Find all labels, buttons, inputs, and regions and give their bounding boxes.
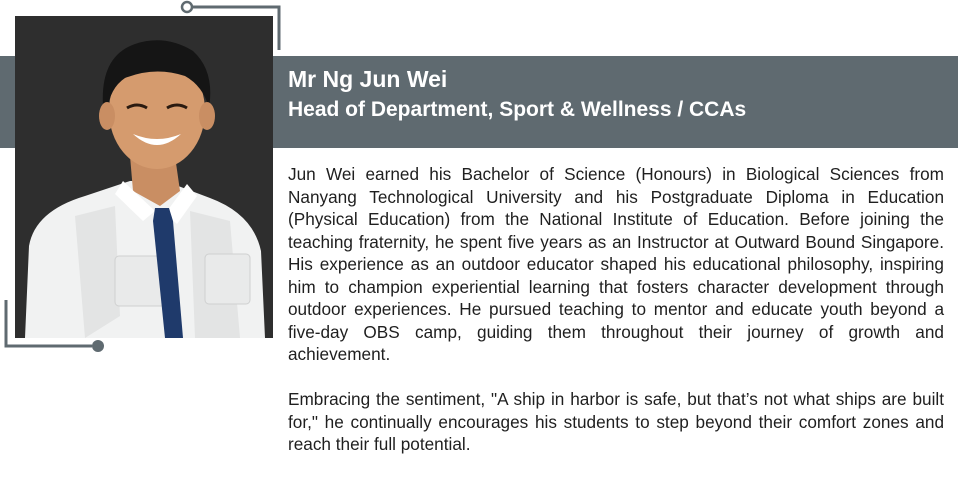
top-connector-dot	[182, 2, 192, 12]
bio-text	[288, 163, 944, 478]
person-name: Mr Ng Jun Wei	[288, 66, 448, 92]
person-role: Head of Department, Sport & Wellness / CCAs	[288, 98, 747, 121]
bio-paragraph-2: Embracing the sentiment, "A ship in harbor is safe, but that’s not what ships are built for," he continually encourages his students to step beyond their comfort zones and reach their full potential.	[288, 389, 944, 454]
person-illustration	[15, 16, 273, 338]
portrait-photo	[15, 16, 273, 338]
bottom-connector-dot	[92, 340, 104, 352]
bio-paragraph-1: Jun Wei earned his Bachelor of Science (Honours) in Biological Sciences from Nanyang Technological University and his Postgraduate Diploma in Education (Physical Education) from the National Institute of Education. Before joining the teaching fraternity, he spent five years as an Instructor at Outward Bound Singapore. His experience as an outdoor educator shaped his educational philosophy, inspiring him to champion experiential learning that fosters character development through outdoor experiences. He pursued teaching to mentor and educate youth beyond a five-day OBS camp, guiding them throughout their journey of growth and achievement.	[288, 164, 944, 364]
